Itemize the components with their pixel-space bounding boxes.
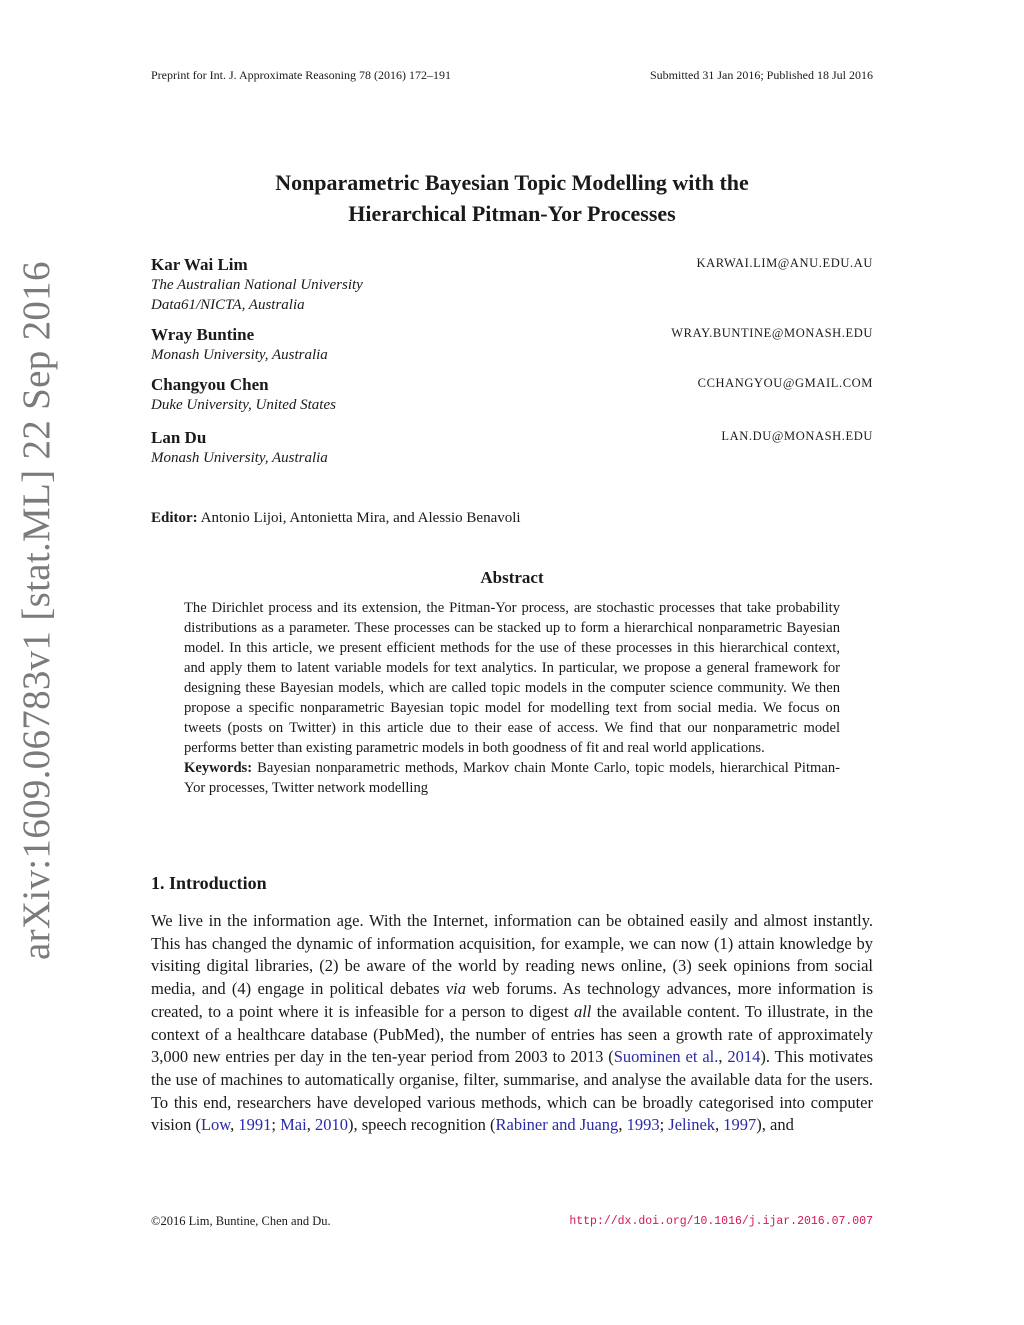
author-name: Wray Buntine [151, 325, 255, 344]
author-email[interactable]: LAN.DU@MONASH.EDU [721, 429, 873, 443]
introduction-body [151, 910, 873, 1137]
header-journal: Preprint for Int. J. Approximate Reasoning 78 (2016) 172–191 [151, 68, 451, 82]
author-block-1 [151, 254, 873, 315]
keywords [184, 758, 840, 798]
keywords-label: Keywords: [184, 760, 253, 776]
author-affiliation: Monash University, Australia [151, 450, 328, 466]
author-block-2 [151, 324, 873, 365]
title-line-2: Hierarchical Pitman-Yor Processes [348, 201, 676, 226]
citation-link[interactable]: Jelinek [668, 1115, 716, 1135]
keywords-text: Bayesian nonparametric methods, Markov chain Monte Carlo, topic models, hierarchical Pitman-Yor processes, Twitter network modelling [184, 760, 840, 796]
editor-label: Editor: [151, 510, 198, 526]
citation-link[interactable]: 2014 [727, 1047, 761, 1067]
author-name: Lan Du [151, 428, 207, 447]
abstract [184, 598, 840, 798]
author-block-4 [151, 427, 873, 468]
author-email[interactable]: KARWAI.LIM@ANU.EDU.AU [696, 256, 873, 270]
citation-link[interactable]: Low [200, 1115, 231, 1135]
author-affiliation: The Australian National University [151, 277, 363, 293]
header-dates: Submitted 31 Jan 2016; Published 18 Jul 2016 [649, 68, 873, 82]
abstract-heading: Abstract [480, 568, 544, 587]
citation-link[interactable]: 2010 [314, 1115, 348, 1135]
intro-paragraph: We live in the information age. With the Internet, information can be obtained easily and almost instantly. This has changed the dynamic of information acquisition, for example, we can now (1) attain knowledge by visiting digital libraries, (2) be aware of the world by reading news online, (3) seek opinions from social media, and (4) engage in political debates via web forums. As technology advances, more information is created, to a point where it is infeasible for a person to digest all the available content. To illustrate, in the context of a healthcare database (PubMed), the number of entries has seen a growth rate of approximately 3,000 new entries per day in the ten-year period from 2003 to 2013 (Suominen et al., 2014). This motivates the use of machines to automatically organise, filter, summarise, and analyse the available data for the users. To this end, researchers have developed various methods, which can be broadly categorised into computer vision (Low, 1991; Mai, 2010), speech recognition (Rabiner and Juang, 1993; Jelinek, 1997), and [151, 911, 874, 1135]
abstract-text: The Dirichlet process and its extension, the Pitman-Yor process, are stochastic processes that take probability distributions as a parameter. These processes can be stacked up to form a hierarchical nonparametric Bayesian model. In this article, we present efficient methods for the use of these processes in this hierarchical context, and apply them to latent variable models for text analytics. In particular, we propose a general framework for designing these Bayesian models, which are called topic models in the computer science community. We then propose a specific nonparametric Bayesian topic model for modelling text from social media. We focus on tweets (posts on Twitter) in this article due to their ease of access. We find that our nonparametric model performs better than existing parametric models in both goodness of fit and real world applications. [184, 600, 840, 756]
citation-link[interactable]: 1991 [238, 1115, 272, 1135]
author-affiliation: Data61/NICTA, Australia [151, 297, 305, 313]
editor-line [151, 510, 521, 527]
citation-link[interactable]: Mai [280, 1115, 307, 1135]
citation-link[interactable]: Rabiner and Juang [495, 1115, 619, 1135]
author-block-3 [151, 374, 873, 415]
citation-link[interactable]: 1993 [626, 1115, 660, 1135]
paper-title [151, 167, 873, 229]
editor-names: Antonio Lijoi, Antonietta Mira, and Alessio Benavoli [200, 510, 521, 526]
doi-link[interactable]: http://dx.doi.org/10.1016/j.ijar.2016.07.007 [569, 1215, 873, 1228]
title-line-1: Nonparametric Bayesian Topic Modelling with the [275, 170, 749, 195]
author-email[interactable]: WRAY.BUNTINE@MONASH.EDU [671, 326, 873, 340]
section-heading-introduction: 1. Introduction [151, 873, 267, 893]
copyright-notice: ©2016 Lim, Buntine, Chen and Du. [151, 1214, 331, 1228]
citation-link[interactable]: 1997 [723, 1115, 757, 1135]
author-email[interactable]: CCHANGYOU@GMAIL.COM [697, 376, 873, 390]
arxiv-stamp: arXiv:1609.06783v1 [stat.ML] 22 Sep 2016 [15, 261, 58, 960]
author-name: Kar Wai Lim [151, 255, 248, 274]
author-affiliation: Monash University, Australia [151, 347, 328, 363]
author-affiliation: Duke University, United States [151, 397, 336, 413]
citation-link[interactable]: Suominen et al. [613, 1047, 719, 1067]
author-name: Changyou Chen [151, 375, 269, 394]
